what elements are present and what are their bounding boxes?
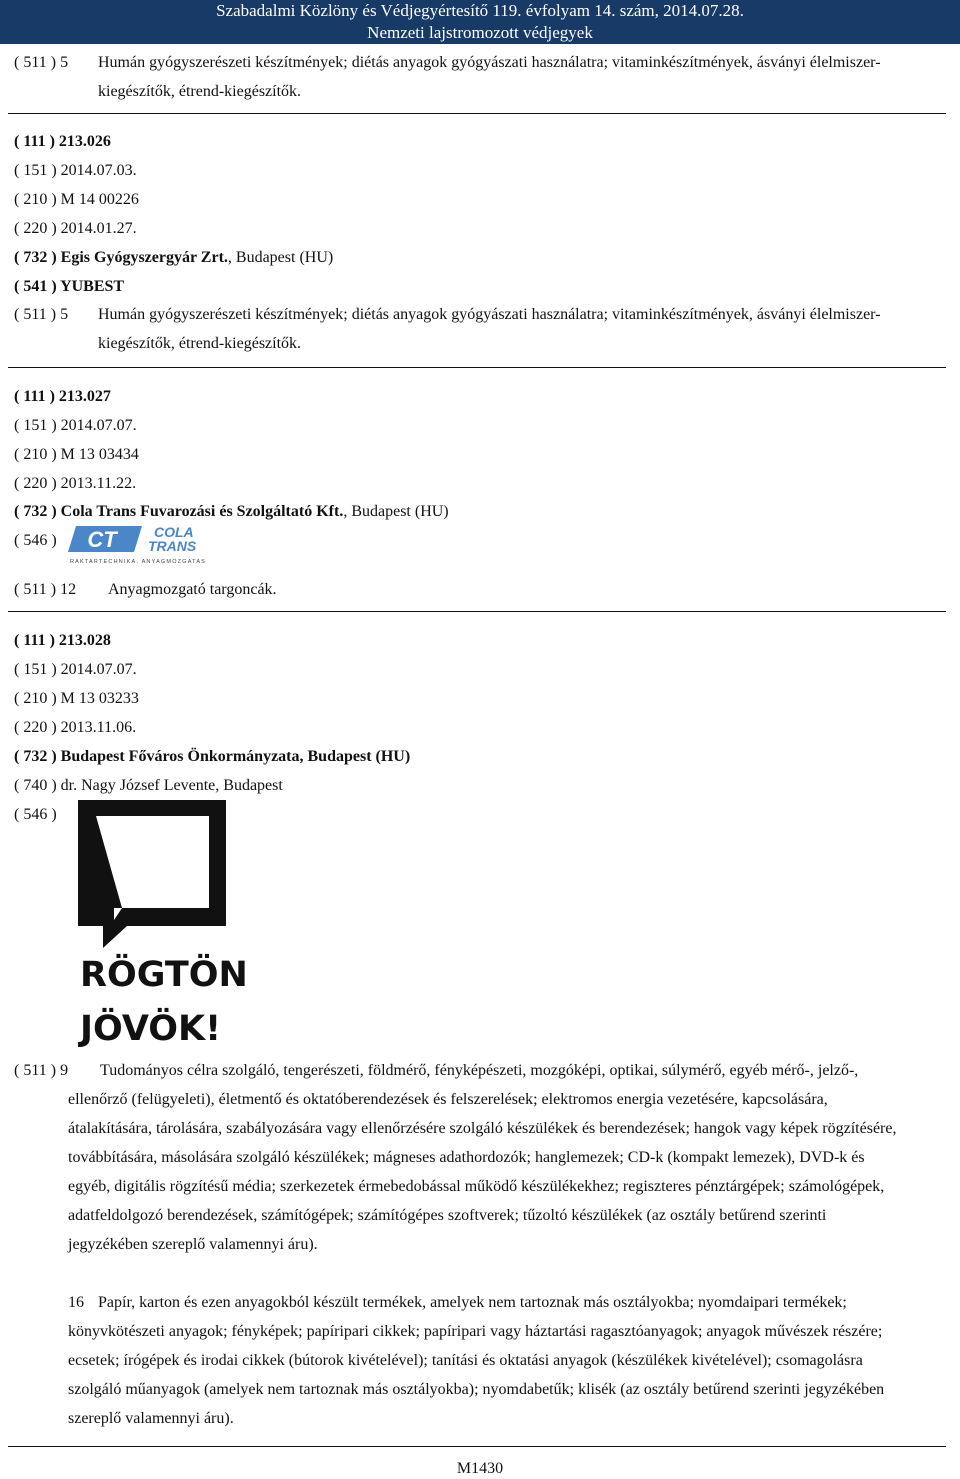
prev-511-text: Humán gyógyszerészeti készítmények; diétás anyagok gyógyászati használatra; vitaminkészítmények, ásványi élelmiszer-kiegészítők, étrend-kiegészítők. [98, 54, 881, 100]
e1-210: ( 210 ) M 14 00226 [14, 191, 139, 208]
logo-line1: RÖGTÖN [80, 955, 248, 995]
e3-511-16-text: Papír, karton és ezen anyagokból készült termékek, amelyek nem tartoznak más osztályokba; nyomdaipari termékek; könyvkötészeti anyagok; fényképek; papíripari cikkek; papíripari vagy háztartási ragasztóanyagok; anyagok művészek részére; ecsetek; írógépek és irodai cikkek (bútorok kivételével); tanítási és oktatási anyagok (készülékek kivételével); csomagolásra szolgáló műanyagok (amelyek nem tartoznak más osztályokba); nyomdabetűk; klisék (az osztály betűrend szerinti jegyzékében szereplő valamennyi áru). [68, 1294, 885, 1427]
e2-151: ( 151 ) 2014.07.07. [14, 417, 137, 434]
e1-220: ( 220 ) 2014.01.27. [14, 220, 137, 237]
e3-511-16-num: 16 [68, 1294, 84, 1311]
e1-111: ( 111 ) 213.026 [14, 133, 111, 150]
e3-546: ( 546 ) [14, 806, 57, 823]
e3-151: ( 151 ) 2014.07.07. [14, 661, 137, 678]
speech-bubble-icon [77, 800, 248, 1049]
journal-title: Szabadalmi Közlöny és Védjegyértesítő 119. évfolyam 14. szám, 2014.07.28. [216, 1, 744, 20]
e3-732: ( 732 ) Budapest Főváros Önkormányzata, Budapest (HU) [14, 748, 411, 765]
ct-badge-text: CT [87, 527, 117, 552]
section-title: Nemzeti lajstromozott védjegyek [367, 23, 593, 42]
rogton-jovok-logo [77, 800, 248, 1049]
cola-text: COLA [154, 524, 194, 540]
e3-511-text: Tudományos célra szolgáló, tengerészeti, földmérő, fényképészeti, mozgóképi, optikai, súlymérő, egyéb mérő-, jelző-, ellenőrző (felügyeleti), életmentő és oktatóberendezések és felszerelések; elektromos energia vezetésére, kapcsolására, átalakítására, tárolására, szabályozására vagy ellenőrzésére szolgáló készülékek és berendezések; hangok vagy képek rögzítésére, továbbítására, másolására szolgáló készülékek; mágneses adathordozók; hanglemezek; CD-k (kompakt lemezek), DVD-k és egyéb, digitális rögzítésű média; szerkezetek érmebedobással működő készülékekhez; regiszteres pénztárgépek; számológépek, adatfeldolgozó berendezések, számítógépek; számítógépes szoftverek; tűzoltó készülékek (az osztály betűrend szerinti jegyzékében szereplő valamennyi áru). [68, 1062, 897, 1253]
e1-511-text: Humán gyógyszerészeti készítmények; diétás anyagok gyógyászati használatra; vitaminkészítmények, ásványi élelmiszer-kiegészítők, étrend-kiegészítők. [98, 306, 881, 352]
e2-511-code: ( 511 ) 12 [14, 581, 77, 598]
e2-546: ( 546 ) [14, 532, 57, 549]
e1-732: ( 732 ) Egis Gyógyszergyár Zrt., Budapest (HU) [14, 249, 334, 266]
e2-732: ( 732 ) Cola Trans Fuvarozási és Szolgáltató Kft., Budapest (HU) [14, 503, 449, 520]
e3-220: ( 220 ) 2013.11.06. [14, 719, 137, 736]
divider [8, 1446, 946, 1447]
e2-111: ( 111 ) 213.027 [14, 388, 111, 405]
e3-210: ( 210 ) M 13 03233 [14, 690, 139, 707]
e1-151: ( 151 ) 2014.07.03. [14, 162, 137, 179]
divider [8, 113, 946, 114]
trans-text: TRANS [148, 538, 197, 554]
divider [8, 367, 946, 368]
cola-trans-logo-graphic [68, 524, 238, 566]
e3-740: ( 740 ) dr. Nagy József Levente, Budapest [14, 777, 283, 794]
e1-541: ( 541 ) YUBEST [14, 278, 125, 295]
page-header [0, 0, 960, 44]
prev-511-code: ( 511 ) 5 [14, 54, 69, 71]
logo-line2: JÖVÖK! [80, 1009, 222, 1049]
cola-trans-logo [68, 524, 238, 566]
e3-511-code: ( 511 ) 9 [14, 1062, 69, 1079]
page-number: M1430 [456, 1460, 504, 1477]
e2-210: ( 210 ) M 13 03434 [14, 446, 139, 463]
e3-111: ( 111 ) 213.028 [14, 632, 111, 649]
e1-511-code: ( 511 ) 5 [14, 306, 69, 323]
divider [8, 611, 946, 612]
e2-511-text: Anyagmozgató targoncák. [108, 581, 277, 598]
tagline-text: RAKTARTECHNIKA, ANYAGMOZGATAS [70, 559, 207, 565]
e2-220: ( 220 ) 2013.11.22. [14, 475, 137, 492]
